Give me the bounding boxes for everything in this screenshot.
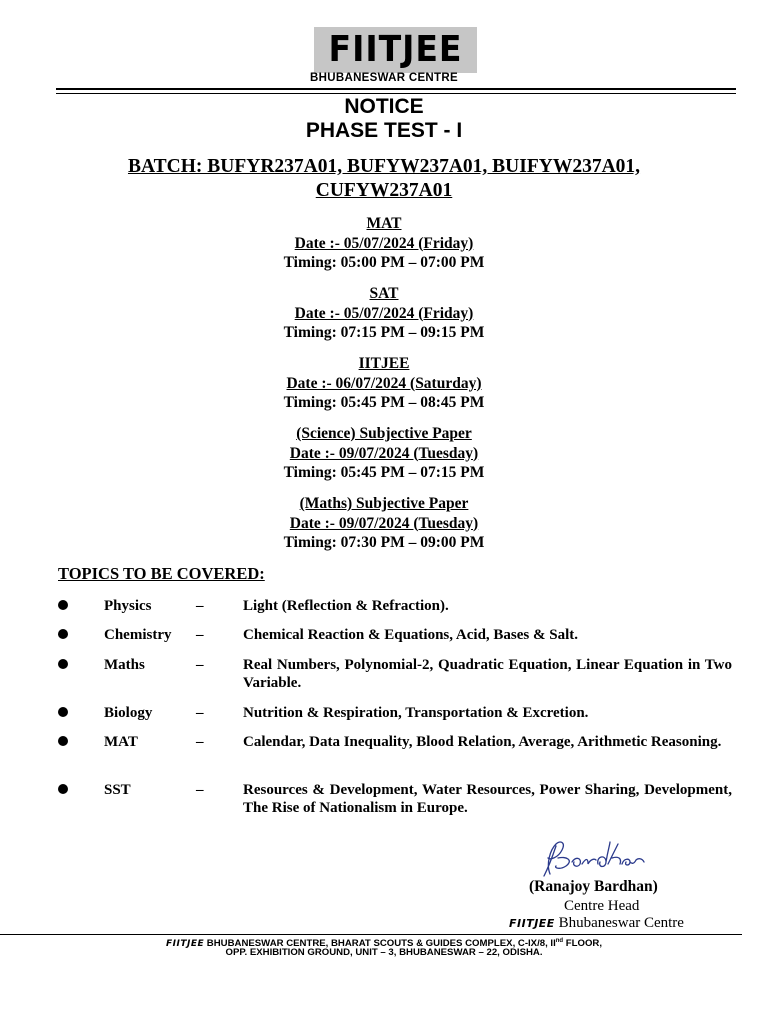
footer-line1b: FLOOR,: [565, 938, 603, 950]
footer-logo: FIITJEE: [165, 939, 205, 950]
exam-timing: Timing: 05:00 PM – 07:00 PM: [283, 254, 485, 271]
signer-role: Centre Head: [564, 898, 640, 914]
topic-subject: Physics: [104, 598, 152, 614]
exam-block: [0, 284, 768, 343]
bullet-icon: [58, 659, 68, 669]
signer-name: (Ranajoy Bardhan): [529, 878, 658, 895]
bullet-icon: [58, 736, 68, 746]
footer-address-line-2: OPP. EXHIBITION GROUND, UNIT – 3, BHUBANESWAR – 22, ODISHA.: [225, 947, 543, 958]
batch-line-2: CUFYW237A01: [315, 180, 453, 201]
exam-date: Date :- 09/07/2024 (Tuesday): [289, 444, 479, 462]
topic-subject: MAT: [104, 734, 138, 750]
phase-test-title: PHASE TEST - I: [305, 119, 463, 142]
header-rule-thick: [56, 88, 736, 90]
topic-description: Nutrition & Respiration, Transportation & Excretion.: [243, 705, 589, 721]
bullet-icon: [58, 707, 68, 717]
topic-dash: –: [196, 657, 204, 673]
exam-block: [0, 354, 768, 413]
exam-timing: Timing: 07:30 PM – 09:00 PM: [283, 534, 485, 551]
fiitjee-logo: [314, 27, 477, 73]
logo-text: FIITJEE: [328, 29, 463, 70]
bullet-icon: [58, 629, 68, 639]
exam-date: Date :- 09/07/2024 (Tuesday): [289, 514, 479, 532]
exam-name: (Science) Subjective Paper: [296, 425, 472, 442]
topic-description: Calendar, Data Inequality, Blood Relation, Average, Arithmetic Reasoning.: [243, 734, 722, 750]
exam-timing: Timing: 05:45 PM – 07:15 PM: [283, 464, 485, 481]
topic-dash: –: [196, 782, 204, 798]
topic-description: Light (Reflection & Refraction).: [243, 598, 449, 614]
footer-sup: nd: [555, 938, 564, 944]
exam-timing: Timing: 07:15 PM – 09:15 PM: [283, 324, 485, 341]
signature-icon: [536, 836, 676, 882]
topic-dash: –: [196, 705, 204, 721]
exam-block: [0, 494, 768, 553]
exam-name: (Maths) Subjective Paper: [299, 495, 469, 512]
topic-dash: –: [196, 734, 204, 750]
topic-dash: –: [196, 598, 204, 614]
exam-block: [0, 214, 768, 273]
exam-name: IITJEE: [358, 355, 410, 372]
signer-centre-name: Bhubaneswar Centre: [558, 915, 684, 931]
bullet-icon: [58, 600, 68, 610]
topic-dash: –: [196, 627, 204, 643]
footer-line1a: BHUBANESWAR CENTRE, BHARAT SCOUTS & GUIDES COMPLEX, C-IX/8, II: [206, 938, 556, 950]
exam-date: Date :- 06/07/2024 (Saturday): [286, 374, 482, 392]
batch-line-1: BATCH: BUFYR237A01, BUFYW237A01, BUIFYW237A01,: [127, 156, 641, 177]
exam-timing: Timing: 05:45 PM – 08:45 PM: [283, 394, 485, 411]
bullet-icon: [58, 784, 68, 794]
exam-date: Date :- 05/07/2024 (Friday): [294, 234, 474, 252]
topic-description: Real Numbers, Polynomial-2, Quadratic Equation, Linear Equation in Two Variable.: [243, 657, 732, 691]
notice-title: NOTICE: [344, 95, 424, 118]
exam-date: Date :- 05/07/2024 (Friday): [294, 304, 474, 322]
centre-name: BHUBANESWAR CENTRE: [310, 72, 458, 84]
exam-block: [0, 424, 768, 483]
exam-name: SAT: [369, 285, 399, 302]
topics-heading: TOPICS TO BE COVERED:: [58, 564, 265, 583]
topic-subject: Biology: [104, 705, 153, 721]
exam-name: MAT: [366, 215, 402, 232]
topic-subject: SST: [104, 782, 131, 798]
mini-logo: FIITJEE: [509, 917, 555, 930]
header-rule-thin: [56, 93, 736, 94]
topic-description: Resources & Development, Water Resources, Power Sharing, Development, The Rise of Nationalism in Europe.: [243, 782, 732, 816]
signer-centre: [509, 915, 684, 932]
topic-description: Chemical Reaction & Equations, Acid, Bases & Salt.: [243, 627, 579, 643]
topic-subject: Maths: [104, 657, 145, 673]
topic-subject: Chemistry: [104, 627, 172, 643]
